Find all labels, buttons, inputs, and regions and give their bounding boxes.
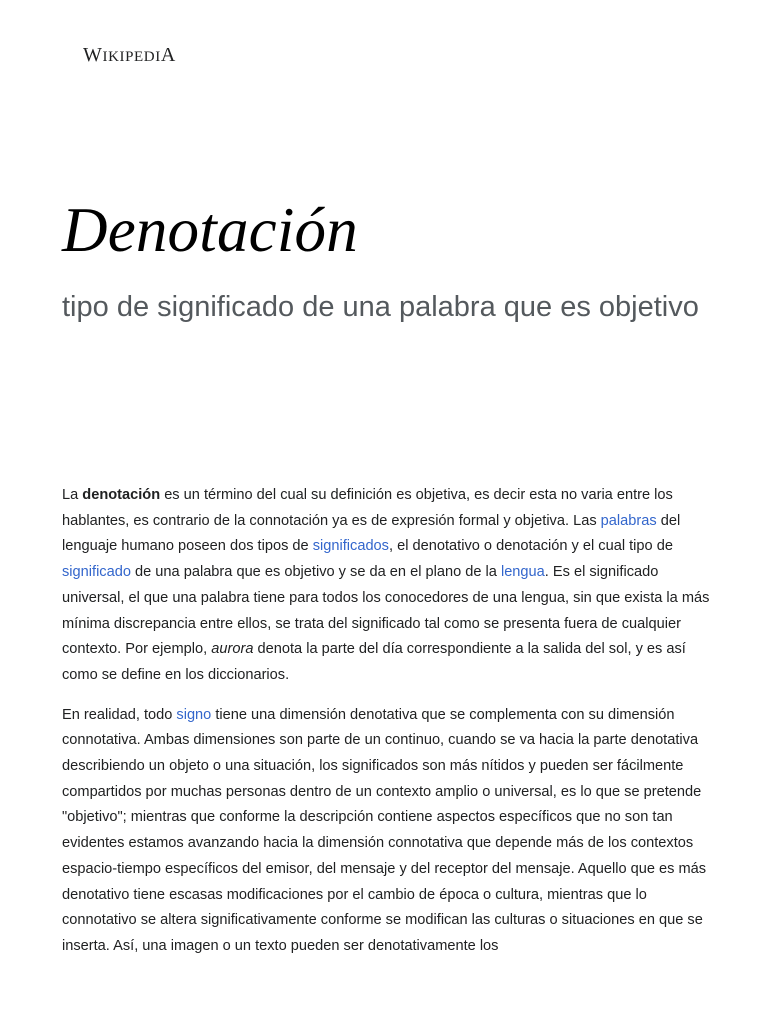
- page-title: Denotación: [62, 195, 358, 265]
- link-palabras[interactable]: palabras: [600, 512, 657, 529]
- page-description: tipo de significado de una palabra que es objetivo: [62, 291, 699, 323]
- link-significado[interactable]: significado: [62, 564, 131, 581]
- p1-text-5: de una palabra que es objetivo y se da en el plano de la: [130, 564, 501, 581]
- logo-letter-a: A: [160, 44, 176, 66]
- link-signo[interactable]: signo: [176, 706, 212, 723]
- p1-italic-term: aurora: [211, 641, 254, 658]
- wikipedia-logo[interactable]: [83, 44, 176, 67]
- paragraph-1: [62, 483, 722, 689]
- p2-text-1: En realidad, todo: [62, 706, 177, 723]
- p2-text-2: tiene una dimensión denotativa que se complementa con su dimensión connotativa. Ambas dimensiones son parte de un continuo, cuando se va hacia la parte denotativa describiendo un objeto o una situación, los significados son más nítidos y pueden ser fácilmente compartidos por muchas personas dentro de un contexto amplio o universal, es lo que se pretende "objetivo"; mientras que conforme la descripción contiene aspectos específicos que no son tan evidentes estamos avanzando hacia la dimensión connotativa que depende más de los contextos espacio-tiempo específicos del emisor, del mensaje y del receptor del mensaje. Aquello que es más denotativo tiene escasas modificaciones por el cambio de época o cultura, mientras que lo connotativo se altera significativamente conforme se modifican las culturas o situaciones en que se inserta. Así, una imagen o un texto pueden ser denotativamente los: [62, 706, 707, 954]
- p1-text-4: , el denotativo o denotación y el cual tipo de: [388, 538, 673, 555]
- p1-bold-term: denotación: [82, 487, 161, 503]
- link-significados[interactable]: significados: [312, 538, 389, 555]
- p1-text-7: denota la parte del día correspondiente a la salida del sol, y es así como se define en los diccionarios.: [62, 641, 686, 683]
- link-lengua[interactable]: lengua: [500, 564, 545, 581]
- logo-letters-middle: IKIPEDI: [102, 49, 161, 65]
- p1-text-2: es un término del cual su definición es objetiva, es decir esta no varia entre los hablantes, es contrario de la connotación ya es de expresión formal y objetiva. Las: [62, 487, 673, 529]
- paragraph-2: [62, 703, 722, 960]
- logo-letter-w: W: [83, 44, 103, 66]
- article-body: [62, 483, 722, 974]
- p1-text-3: del lenguaje humano poseen dos tipos de: [62, 512, 681, 555]
- p1-text-6: . Es el significado universal, el que una palabra tiene para todos los conocedores de una lengua, sin que exista la más mínima discrepancia entre ellos, se trata del significado tal como se presenta fuera de cualquier contexto. Por ejemplo,: [62, 564, 710, 658]
- p1-text-1: La: [62, 487, 83, 503]
